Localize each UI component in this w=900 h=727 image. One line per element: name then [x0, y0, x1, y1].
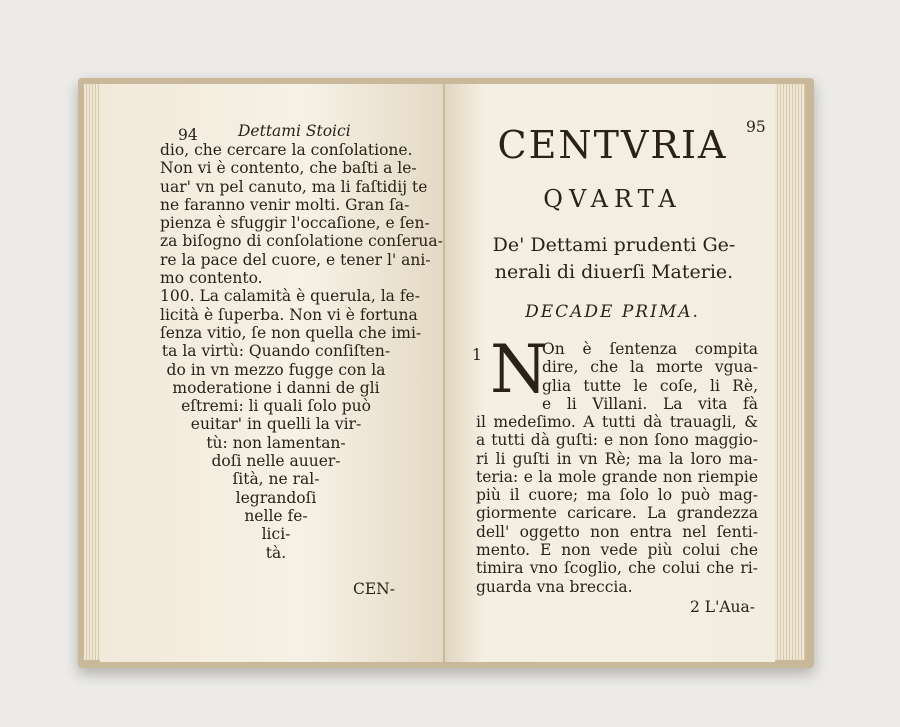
text-line: On è ſentenza compita — [542, 340, 758, 358]
text-line: timira vno ſcoglio, che colui che ri- — [476, 559, 758, 578]
text-line: De' Dettami prudenti Ge- — [492, 234, 736, 256]
text-line: euitar' in quelli la vir- — [190, 415, 362, 434]
text-line: giormente caricare. La grandezza — [476, 504, 758, 523]
text-line: glia tutte le coſe, li Rè, — [542, 376, 758, 395]
text-line: dio, che cercare la conſolatione. — [160, 141, 413, 159]
text-line: ne faranno venir molti. Gran ſa- — [160, 195, 410, 214]
text-line: il medeſimo. A tutti dà trauagli, & — [476, 413, 758, 431]
running-head: Dettami Stoici — [238, 122, 351, 140]
drop-cap: N — [490, 331, 548, 408]
right-body-text — [476, 413, 758, 596]
text-line: dell' oggetto non entra nel ſenti- — [476, 522, 758, 541]
text-line: ta la virtù: Quando conſiſten- — [161, 342, 391, 361]
title: CENTVRIA — [497, 123, 728, 167]
text-line: doſi nelle auuer- — [211, 452, 341, 471]
right-catchword: 2 L'Aua- — [690, 598, 755, 616]
text-line: dire, che la morte vgua- — [542, 358, 758, 377]
text-line: ri li guſti in vn Rè; ma la loro ma- — [476, 449, 758, 468]
item-number: 1 — [472, 346, 482, 364]
text-line: più il cuore; ma ſolo lo può mag- — [476, 486, 758, 505]
left-page-number: 94 — [178, 126, 198, 144]
text-line: ſenza vitio, ſe non quella che imi- — [160, 323, 422, 342]
text-line: tà. — [265, 543, 287, 562]
text-line: za biſogno di conſolatione conſerua- — [160, 232, 443, 251]
text-line: eſtremi: li quali ſolo può — [181, 397, 371, 416]
text-line: mento. E non vede più colui che — [476, 541, 758, 560]
text-line: uar' vn pel canuto, ma li faſtidij te — [160, 177, 428, 196]
text-line: licità è ſuperba. Non vi è fortuna — [160, 305, 418, 324]
text-line: re la pace del cuore, e tener l' ani- — [160, 250, 431, 269]
text-line: legrandoſi — [235, 488, 317, 507]
text-line: nerali di diuerſi Materie. — [494, 261, 734, 283]
right-body-indented — [542, 340, 758, 413]
text-line: mo contento. — [160, 269, 263, 288]
left-page-edges — [84, 84, 100, 660]
chapter-heading — [468, 232, 760, 286]
text-line: guarda vna breccia. — [476, 577, 633, 596]
text-line: a tutti dà guſti: e non ſono maggio- — [476, 431, 758, 450]
text-line: lici- — [261, 525, 291, 544]
text-line: tù: non lamentan- — [206, 433, 346, 452]
text-line: pienza è sfuggir l'occaſione, e ſen- — [160, 214, 430, 233]
right-page-number: 95 — [746, 118, 766, 136]
text-line: moderatione i danni de gli — [172, 378, 380, 397]
subtitle: QVARTA — [543, 185, 682, 213]
text-line: nelle fe- — [244, 506, 308, 525]
section-heading: DECADE PRIMA. — [525, 302, 700, 322]
text-line: e li Villani. La vita fà — [542, 394, 758, 413]
left-catchword: CEN- — [353, 580, 395, 598]
text-line: teria: e la mole grande non riempie — [476, 467, 758, 486]
left-body-text — [160, 141, 443, 562]
text-line: 100. La calamità è querula, la fe- — [160, 287, 420, 306]
text-line: Non vi è contento, che baſti a le- — [160, 159, 417, 178]
right-page-edges — [775, 84, 805, 660]
text-line: do in vn mezzo fugge con la — [166, 360, 386, 379]
text-line: ſità, ne ral- — [232, 470, 320, 489]
